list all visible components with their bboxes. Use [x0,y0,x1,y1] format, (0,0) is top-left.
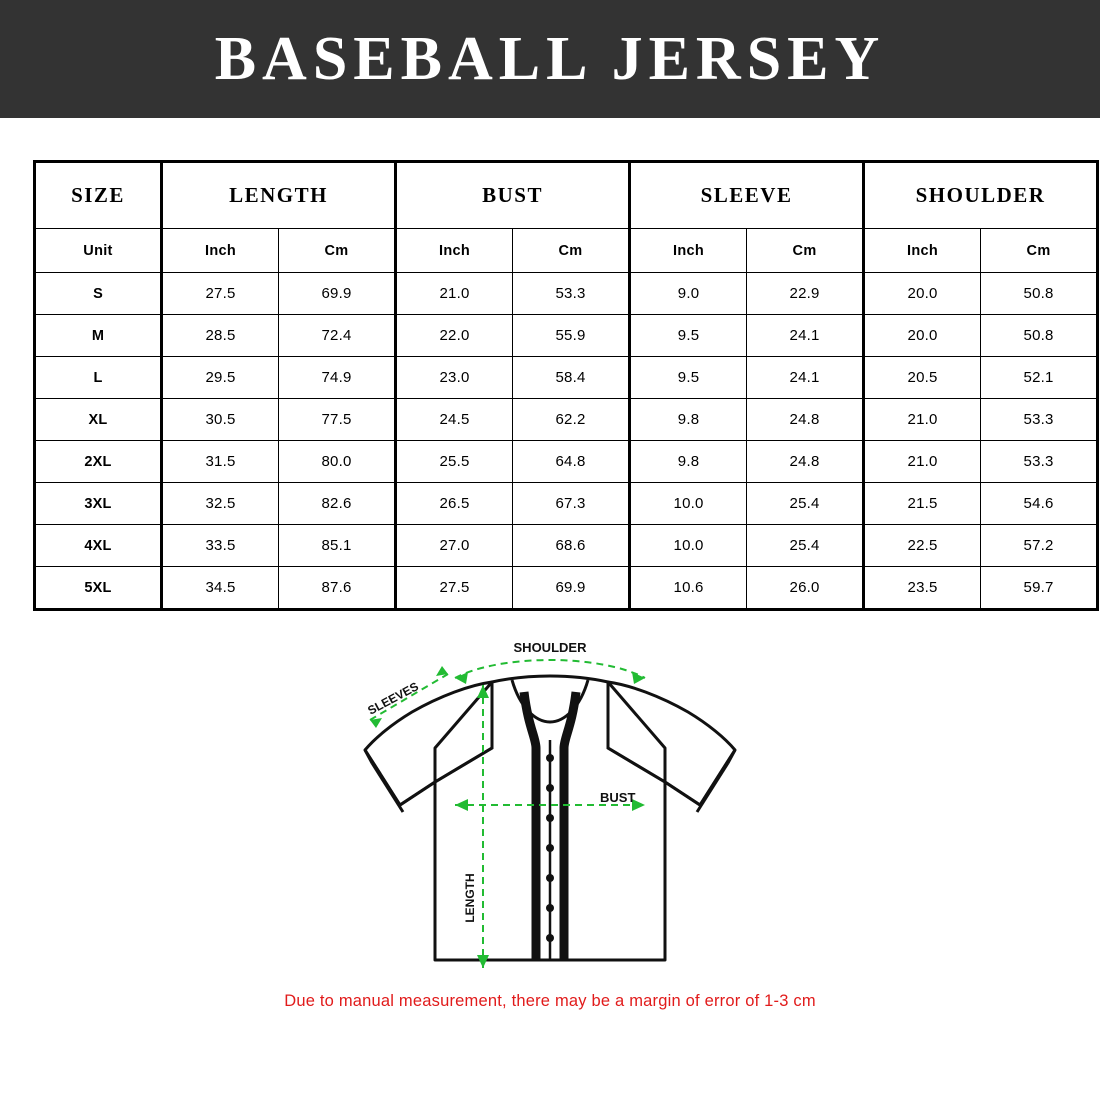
table-row [35,273,1098,315]
cell-length-cm: 87.6 [279,567,396,610]
cell-shoulder-cm: 50.8 [981,315,1098,357]
cell-bust-inch: 27.0 [396,525,513,567]
table-row [35,399,1098,441]
cell-shoulder-cm: 54.6 [981,483,1098,525]
cell-length-cm: 85.1 [279,525,396,567]
row-size-label: 3XL [35,483,162,525]
label-sleeves: SLEEVES [365,679,421,718]
cell-shoulder-inch: 21.0 [864,441,981,483]
cell-shoulder-cm: 53.3 [981,399,1098,441]
column-group-length: LENGTH [162,162,396,229]
cell-bust-cm: 55.9 [513,315,630,357]
cell-shoulder-inch: 20.0 [864,273,981,315]
column-group-bust: BUST [396,162,630,229]
row-size-label: L [35,357,162,399]
table-row [35,315,1098,357]
cell-sleeve-cm: 25.4 [747,525,864,567]
cell-shoulder-cm: 50.8 [981,273,1098,315]
row-size-label: XL [35,399,162,441]
header-bar [0,0,1100,118]
cell-shoulder-cm: 52.1 [981,357,1098,399]
cell-length-inch: 27.5 [162,273,279,315]
cell-bust-cm: 67.3 [513,483,630,525]
cell-length-cm: 77.5 [279,399,396,441]
cell-shoulder-cm: 59.7 [981,567,1098,610]
unit-length-inch: Inch [162,229,279,273]
cell-length-inch: 32.5 [162,483,279,525]
unit-sleeve-inch: Inch [630,229,747,273]
row-size-label: 2XL [35,441,162,483]
table-row [35,357,1098,399]
cell-sleeve-inch: 9.8 [630,399,747,441]
cell-sleeve-inch: 10.0 [630,525,747,567]
table-row [35,567,1098,610]
cell-length-cm: 80.0 [279,441,396,483]
cell-shoulder-inch: 20.5 [864,357,981,399]
cell-sleeve-cm: 26.0 [747,567,864,610]
column-group-size: SIZE [35,162,162,229]
cell-shoulder-inch: 22.5 [864,525,981,567]
cell-length-cm: 74.9 [279,357,396,399]
cell-bust-cm: 69.9 [513,567,630,610]
table-row [35,483,1098,525]
measurement-note: Due to manual measurement, there may be a margin of error of 1-3 cm [284,992,816,1010]
row-size-label: S [35,273,162,315]
cell-shoulder-inch: 21.0 [864,399,981,441]
row-size-label: 4XL [35,525,162,567]
table-unit-row [35,229,1098,273]
cell-length-inch: 30.5 [162,399,279,441]
cell-sleeve-cm: 24.8 [747,441,864,483]
cell-shoulder-cm: 53.3 [981,441,1098,483]
cell-length-inch: 33.5 [162,525,279,567]
unit-label: Unit [35,229,162,273]
cell-sleeve-cm: 24.8 [747,399,864,441]
cell-shoulder-cm: 57.2 [981,525,1098,567]
cell-shoulder-inch: 23.5 [864,567,981,610]
unit-length-cm: Cm [279,229,396,273]
cell-bust-inch: 22.0 [396,315,513,357]
label-length: LENGTH [463,873,477,923]
cell-sleeve-cm: 24.1 [747,357,864,399]
cell-sleeve-inch: 9.0 [630,273,747,315]
cell-sleeve-cm: 22.9 [747,273,864,315]
cell-sleeve-inch: 10.0 [630,483,747,525]
size-chart-table [33,160,1099,611]
cell-bust-inch: 26.5 [396,483,513,525]
unit-shoulder-cm: Cm [981,229,1098,273]
cell-bust-inch: 21.0 [396,273,513,315]
cell-bust-cm: 58.4 [513,357,630,399]
table-row [35,441,1098,483]
table-row [35,525,1098,567]
label-bust: BUST [600,790,636,805]
jersey-icon [365,676,735,960]
cell-sleeve-inch: 10.6 [630,567,747,610]
size-table-container [33,160,1067,611]
cell-bust-inch: 23.0 [396,357,513,399]
cell-length-inch: 31.5 [162,441,279,483]
cell-bust-inch: 25.5 [396,441,513,483]
cell-bust-inch: 27.5 [396,567,513,610]
cell-bust-cm: 53.3 [513,273,630,315]
row-size-label: M [35,315,162,357]
cell-bust-cm: 64.8 [513,441,630,483]
cell-sleeve-inch: 9.8 [630,441,747,483]
unit-shoulder-inch: Inch [864,229,981,273]
cell-sleeve-cm: 24.1 [747,315,864,357]
table-group-header-row [35,162,1098,229]
unit-sleeve-cm: Cm [747,229,864,273]
unit-bust-inch: Inch [396,229,513,273]
cell-bust-inch: 24.5 [396,399,513,441]
jersey-measurement-diagram [0,630,1100,1000]
cell-shoulder-inch: 21.5 [864,483,981,525]
cell-length-inch: 29.5 [162,357,279,399]
unit-bust-cm: Cm [513,229,630,273]
cell-shoulder-inch: 20.0 [864,315,981,357]
cell-length-cm: 69.9 [279,273,396,315]
cell-sleeve-cm: 25.4 [747,483,864,525]
cell-length-cm: 82.6 [279,483,396,525]
cell-bust-cm: 62.2 [513,399,630,441]
cell-length-inch: 28.5 [162,315,279,357]
row-size-label: 5XL [35,567,162,610]
page-title: BASEBALL JERSEY [214,25,886,93]
label-shoulder: SHOULDER [513,640,587,655]
cell-bust-cm: 68.6 [513,525,630,567]
cell-sleeve-inch: 9.5 [630,315,747,357]
cell-length-inch: 34.5 [162,567,279,610]
column-group-shoulder: SHOULDER [864,162,1098,229]
column-group-sleeve: SLEEVE [630,162,864,229]
cell-sleeve-inch: 9.5 [630,357,747,399]
cell-length-cm: 72.4 [279,315,396,357]
